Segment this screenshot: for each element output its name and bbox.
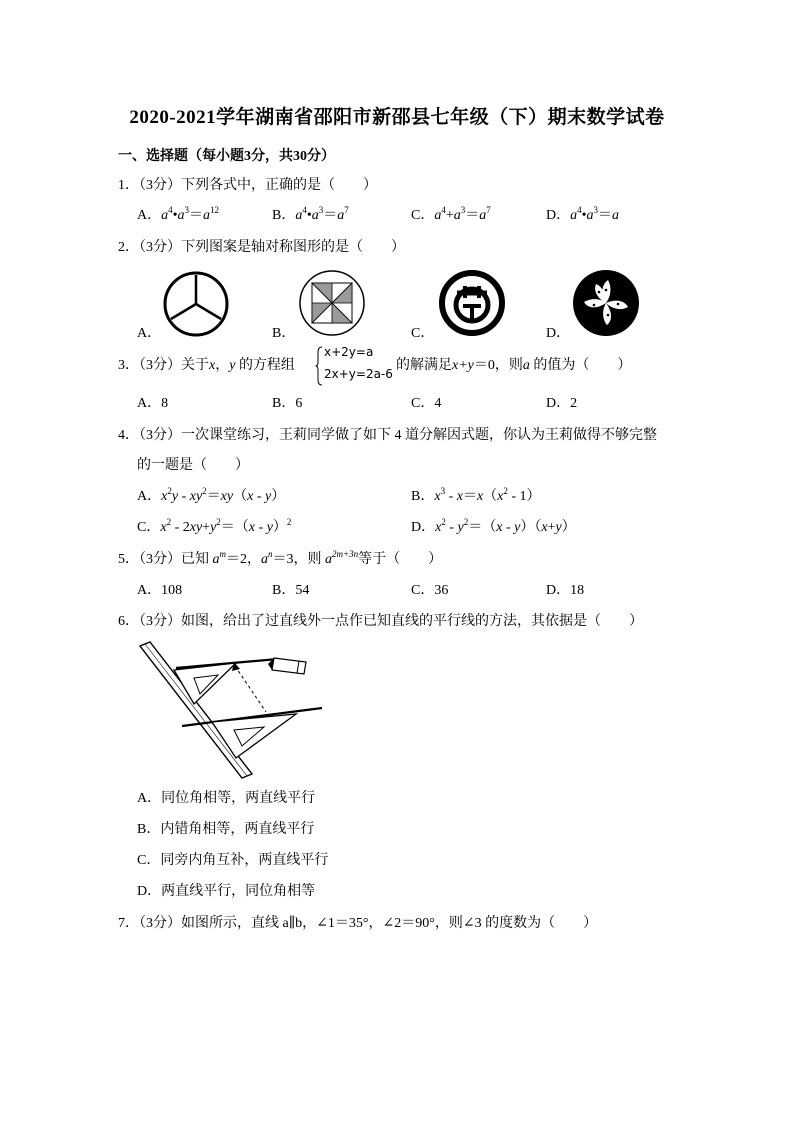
q3-option-a: A．8: [137, 396, 169, 411]
q1-option-a: A．$a^4•a^3=a^{12}$: [137, 205, 220, 223]
question-2-stem: 2．（3分）下列图案是轴对称图形的是（ ）: [118, 240, 405, 255]
set-square-parallel-figure: [136, 640, 326, 780]
q2-label-c: C．: [411, 326, 435, 341]
equation-1: x+2y=a: [324, 345, 374, 359]
page-title: 2020-2021学年湖南省邵阳市新邵县七年级（下）期末数学试卷: [129, 107, 665, 128]
equation-system: [315, 346, 401, 386]
question-5-stem: 5．（3分）已知 $a^m=2$，$a^n=3$，则 $a^{2m+3n}$等于（ ）: [118, 549, 443, 567]
q6-option-a: A．同位角相等，两直线平行: [137, 791, 316, 806]
question-4-stem-line1: 4．（3分）一次课堂练习，王莉同学做了如下 4 道分解因式题，你认为王莉做得不够完整: [118, 428, 657, 443]
q5-option-d: D．18: [546, 583, 585, 598]
q3-option-b: B．6: [272, 396, 303, 411]
q4-option-c: C．$x^2 - 2xy+y^2=(x - y)^2$: [137, 517, 292, 535]
q2-label-b: B．: [272, 326, 296, 341]
question-3-stem: 3．（3分）关于x，y 的方程组: [118, 358, 295, 373]
q2-label-d: D．: [546, 326, 571, 341]
question-4-stem-line2: 的一题是（ ）: [137, 458, 249, 473]
q5-option-b: B．54: [272, 583, 310, 598]
q6-option-b: B．内错角相等，两直线平行: [137, 822, 315, 837]
q4-option-d: D．$x^2 - y^2=(x - y)(x+y)$: [411, 517, 576, 535]
question-6-stem: 6．（3分）如图，给出了过直线外一点作已知直线的平行线的方法，其依据是（ ）: [118, 614, 643, 629]
q1-option-d: D．$a^4•a^3=a$: [546, 205, 620, 223]
question-3-stem-cont: 的解满足x+y＝0，则a 的值为（ ）: [396, 358, 632, 373]
q5-option-a: A．108: [137, 583, 183, 598]
q4-option-a: A．$x^2y - xy^2=xy(x - y)$: [137, 486, 286, 504]
ring-symbol-figure: [437, 268, 507, 338]
q4-option-b: B．$x^3 - x=x(x^2 - 1)$: [411, 486, 541, 504]
q3-option-d: D．2: [546, 396, 578, 411]
section-heading: 一、选择题（每小题3分，共30分）: [118, 149, 335, 164]
question-7-stem: 7．（3分）如图所示，直线 a∥b，∠1＝35°，∠2＝90°，则∠3 的度数为（ ）: [118, 916, 598, 931]
pinwheel-figure: [297, 268, 367, 338]
question-1-stem: 1．（3分）下列各式中，正确的是（ ）: [118, 178, 377, 193]
q3-option-c: C．4: [411, 396, 442, 411]
mercedes-logo-figure: [162, 270, 230, 338]
left-brace-icon: [315, 346, 323, 386]
flower-emblem-figure: [571, 268, 641, 338]
q5-option-c: C．36: [411, 583, 449, 598]
equation-2: 2x+y=2a-6: [324, 367, 393, 381]
q2-label-a: A．: [137, 326, 162, 341]
q1-option-b: B．$a^4•a^3=a^7$: [272, 205, 349, 223]
q6-option-c: C．同旁内角互补，两直线平行: [137, 853, 329, 868]
q1-option-c: C．$a^4+a^3=a^7$: [411, 205, 491, 223]
q6-option-d: D．两直线平行，同位角相等: [137, 884, 316, 899]
